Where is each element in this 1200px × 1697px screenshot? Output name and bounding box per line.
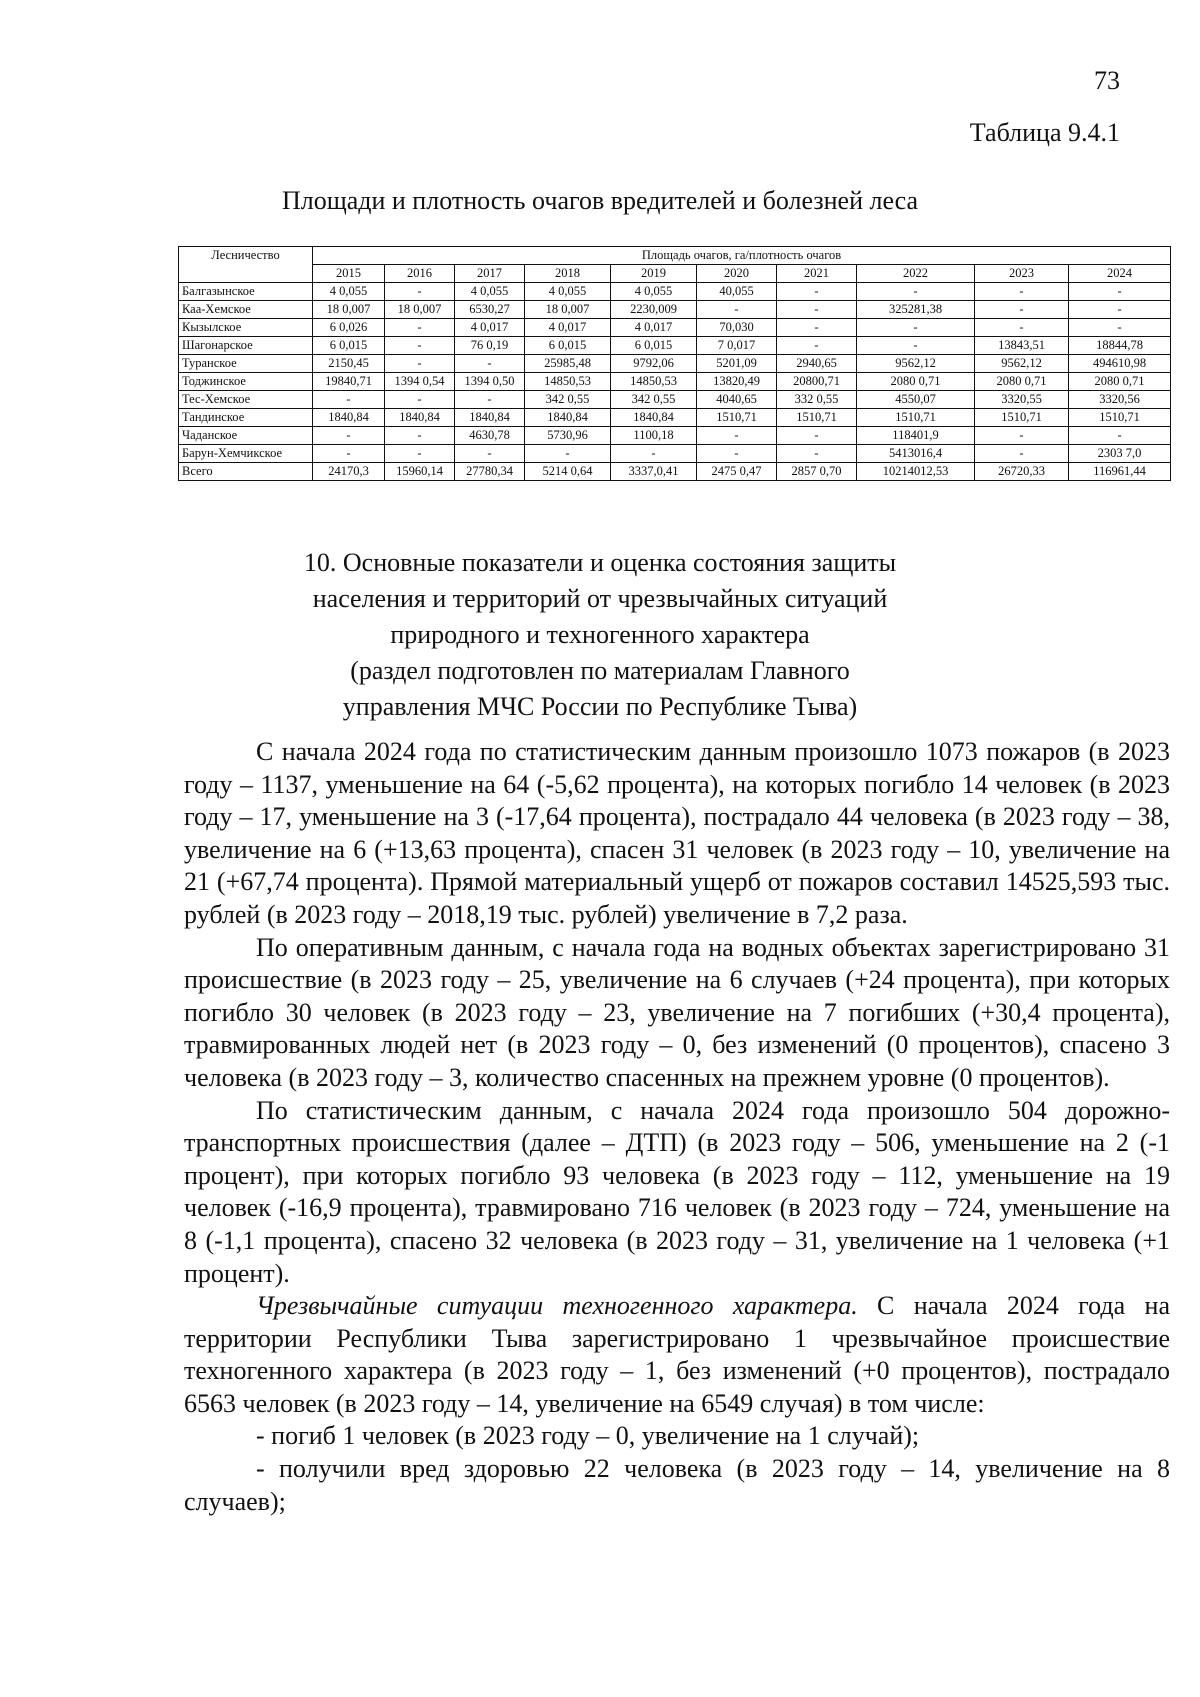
table-row (179, 409, 1171, 427)
table-cell: 9792,06 (611, 355, 697, 373)
table-cell: 27780,34 (455, 463, 525, 481)
section-heading-line: 10. Основные показатели и оценка состояния защиты (303, 548, 897, 577)
table-cell: 6530,27 (455, 301, 525, 319)
table-cell: 14850,53 (611, 373, 697, 391)
table-cell: 13843,51 (975, 337, 1069, 355)
table-cell: 325281,38 (857, 301, 975, 319)
forestry-name-cell: Балгазынское (179, 283, 313, 301)
page-number: 73 (1094, 66, 1120, 95)
year-header: 2022 (857, 265, 975, 283)
table-cell: 1840,84 (611, 409, 697, 427)
forestry-name-cell: Всего (179, 463, 313, 481)
table-cell: 13820,49 (697, 373, 777, 391)
table-cell: - (975, 319, 1069, 337)
table-label: Таблица 9.4.1 (969, 118, 1120, 147)
paragraph-road-accidents: По статистическим данным, с начала 2024 года произошло 504 дорожно-транспортных происшествия (далее – ДТП) (в 2023 году – 506, уменьшение на 2 (-1 процент), при которых погибло 93 человека (в 2023 году – 112, уменьшение на 19 человек (-16,9 процента), травмировано 716 человек (в 2023 году – 724, уменьшение на 8 (-1,1 процента), спасено 32 человека (в 2023 году – 31, увеличение на 1 человека (+1 процент). (184, 1095, 1170, 1288)
table-cell: - (1069, 301, 1171, 319)
forestry-column-header: Лесничество (179, 247, 313, 283)
year-header: 2021 (777, 265, 857, 283)
forestry-name-cell: Тандинское (179, 409, 313, 427)
table-cell: - (313, 391, 385, 409)
table-body (179, 283, 1171, 481)
table-cell: - (385, 337, 455, 355)
table-cell: - (455, 355, 525, 373)
table-row (179, 301, 1171, 319)
table-header-row-years (179, 265, 1171, 283)
table-cell: - (1069, 283, 1171, 301)
year-header: 2017 (455, 265, 525, 283)
table-cell: 9562,12 (857, 355, 975, 373)
table-cell: 4 0,055 (611, 283, 697, 301)
forestry-name-cell: Каа-Хемское (179, 301, 313, 319)
table-cell: 1840,84 (455, 409, 525, 427)
table-cell: 4 0,055 (313, 283, 385, 301)
table-cell: 3320,56 (1069, 391, 1171, 409)
table-cell: 4630,78 (455, 427, 525, 445)
table-cell: - (611, 445, 697, 463)
table-cell: 20800,71 (777, 373, 857, 391)
table-cell: 1840,84 (313, 409, 385, 427)
table-cell: - (975, 283, 1069, 301)
table-cell: 116961,44 (1069, 463, 1171, 481)
table-cell: - (385, 355, 455, 373)
table-cell: 18 0,007 (385, 301, 455, 319)
table-cell: 3320,55 (975, 391, 1069, 409)
table-cell: - (313, 427, 385, 445)
table-cell: 2940,65 (777, 355, 857, 373)
table-cell: - (857, 283, 975, 301)
table-cell: 5214 0,64 (525, 463, 611, 481)
table-cell: 4 0,017 (611, 319, 697, 337)
table-cell: - (975, 301, 1069, 319)
table-cell: 1510,71 (975, 409, 1069, 427)
table-cell: - (1069, 319, 1171, 337)
section-heading-line: населения и территорий от чрезвычайных ситуаций (312, 584, 888, 613)
forestry-name-cell: Кызылское (179, 319, 313, 337)
technogenic-heading: Чрезвычайные ситуации техногенного характера. (256, 1291, 858, 1321)
year-header: 2020 (697, 265, 777, 283)
table-row (179, 391, 1171, 409)
table-cell: - (385, 319, 455, 337)
table-cell: 3337,0,41 (611, 463, 697, 481)
technogenic-text: С начала 2024 года на территории Республики Тыва зарегистрировано 1 чрезвычайное происшествие техногенного характера (в 2023 году – 1, без изменений (+0 процентов), пострадало 6563 человек (в 2023 году – 14, увеличение на 6549 случая) в том числе: (184, 1291, 1170, 1418)
table-cell: - (313, 445, 385, 463)
area-density-group-header: Площадь очагов, га/плотность очагов (313, 247, 1171, 265)
table-cell: 1100,18 (611, 427, 697, 445)
table-cell: - (1069, 427, 1171, 445)
table-cell: - (525, 445, 611, 463)
table-cell: 494610,98 (1069, 355, 1171, 373)
table-cell: 1510,71 (777, 409, 857, 427)
table-cell: 25985,48 (525, 355, 611, 373)
table-cell: 18844,78 (1069, 337, 1171, 355)
forest-table-container (178, 246, 1170, 481)
table-cell: 4550,07 (857, 391, 975, 409)
forest-pests-table (178, 246, 1171, 481)
year-header: 2019 (611, 265, 697, 283)
table-cell: - (857, 319, 975, 337)
table-cell: 70,030 (697, 319, 777, 337)
table-row (179, 337, 1171, 355)
section-heading-line: (раздел подготовлен по материалам Главного (350, 656, 850, 685)
forestry-name-cell: Барун-Хемчикское (179, 445, 313, 463)
year-header: 2015 (313, 265, 385, 283)
section-heading-line: природного и техногенного характера (390, 620, 810, 649)
table-cell: 5413016,4 (857, 445, 975, 463)
table-cell: - (777, 319, 857, 337)
table-cell: 5201,09 (697, 355, 777, 373)
table-cell: - (385, 391, 455, 409)
year-header: 2023 (975, 265, 1069, 283)
table-cell: 6 0,026 (313, 319, 385, 337)
table-cell: 1510,71 (1069, 409, 1171, 427)
table-row (179, 355, 1171, 373)
section-heading-line: управления МЧС России по Республике Тыва) (342, 692, 858, 721)
table-cell: 2080 0,71 (975, 373, 1069, 391)
table-cell: 2857 0,70 (777, 463, 857, 481)
table-cell: 15960,14 (385, 463, 455, 481)
table-cell: - (385, 445, 455, 463)
table-cell: 26720,33 (975, 463, 1069, 481)
paragraph-water-incidents: По оперативным данным, с начала года на водных объектах зарегистрировано 31 происшествие (в 2023 году – 25, увеличение на 6 случаев (+24 процента), при которых погибло 30 человек (в 2023 году – 23, увеличение на 7 погибших (+30,4 процента), травмированных людей нет (в 2023 году – 0, без изменений (0 процентов), спасено 3 человека (в 2023 году – 3, количество спасенных на прежнем уровне (0 процентов). (184, 932, 1170, 1092)
table-cell: 7 0,017 (697, 337, 777, 355)
section-heading (0, 545, 1200, 725)
table-cell: 2230,009 (611, 301, 697, 319)
table-row (179, 427, 1171, 445)
table-cell: 40,055 (697, 283, 777, 301)
year-header: 2024 (1069, 265, 1171, 283)
table-cell: 2475 0,47 (697, 463, 777, 481)
table-cell: 2080 0,71 (857, 373, 975, 391)
table-cell: 2080 0,71 (1069, 373, 1171, 391)
table-cell: 342 0,55 (525, 391, 611, 409)
table-cell: 18 0,007 (525, 301, 611, 319)
table-row (179, 319, 1171, 337)
table-cell: - (455, 445, 525, 463)
table-cell: 24170,3 (313, 463, 385, 481)
table-cell: - (385, 427, 455, 445)
forestry-name-cell: Шагонарское (179, 337, 313, 355)
table-cell: 6 0,015 (313, 337, 385, 355)
table-cell: 1394 0,54 (385, 373, 455, 391)
forestry-name-cell: Тоджинское (179, 373, 313, 391)
table-cell: - (857, 337, 975, 355)
table-cell: - (697, 301, 777, 319)
table-cell: 2150,45 (313, 355, 385, 373)
table-cell: - (777, 337, 857, 355)
table-title: Площади и плотность очагов вредителей и болезней леса (281, 186, 919, 215)
table-cell: 4040,65 (697, 391, 777, 409)
table-cell: 1840,84 (385, 409, 455, 427)
list-item-killed: - погиб 1 человек (в 2023 году – 0, увеличение на 1 случай); (256, 1421, 920, 1451)
table-cell: - (777, 445, 857, 463)
table-cell: - (455, 391, 525, 409)
table-cell: - (697, 427, 777, 445)
table-cell: 76 0,19 (455, 337, 525, 355)
table-cell: 2303 7,0 (1069, 445, 1171, 463)
body-text (184, 736, 1170, 1518)
table-cell: 1394 0,50 (455, 373, 525, 391)
table-cell: 1510,71 (857, 409, 975, 427)
forestry-name-cell: Туранское (179, 355, 313, 373)
table-cell: 332 0,55 (777, 391, 857, 409)
table-cell: 1510,71 (697, 409, 777, 427)
table-cell: 18 0,007 (313, 301, 385, 319)
year-header: 2016 (385, 265, 455, 283)
table-header-row-1 (179, 247, 1171, 265)
table-cell: - (385, 283, 455, 301)
table-row (179, 463, 1171, 481)
table-cell: - (697, 445, 777, 463)
table-cell: 4 0,055 (455, 283, 525, 301)
table-row (179, 283, 1171, 301)
table-cell: 118401,9 (857, 427, 975, 445)
table-cell: - (777, 301, 857, 319)
table-cell: 5730,96 (525, 427, 611, 445)
list-item-injured: - получили вред здоровью 22 человека (в 2023 году – 14, увеличение на 8 случаев); (184, 1454, 1170, 1516)
table-cell: 4 0,017 (455, 319, 525, 337)
table-cell: 4 0,017 (525, 319, 611, 337)
paragraph-technogenic (184, 1290, 1170, 1420)
table-cell: 4 0,055 (525, 283, 611, 301)
table-row (179, 373, 1171, 391)
forestry-name-cell: Тес-Хемское (179, 391, 313, 409)
table-cell: 1840,84 (525, 409, 611, 427)
table-cell: 14850,53 (525, 373, 611, 391)
paragraph-fires: С начала 2024 года по статистическим данным произошло 1073 пожаров (в 2023 году – 1137, уменьшение на 64 (-5,62 процента), на которых погибло 14 человек (в 2023 году – 17, уменьшение на 3 (-17,64 процента), пострадало 44 человека (в 2023 году – 38, увеличение на 6 (+13,63 процента), спасен 31 человек (в 2023 году – 10, увеличение на 21 (+67,74 процента). Прямой материальный ущерб от пожаров составил 14525,593 тыс. рублей (в 2023 году – 2018,19 тыс. рублей) увеличение в 7,2 раза. (184, 737, 1170, 929)
table-cell: 342 0,55 (611, 391, 697, 409)
table-cell: - (975, 427, 1069, 445)
table-cell: 6 0,015 (611, 337, 697, 355)
table-cell: 6 0,015 (525, 337, 611, 355)
table-cell: - (975, 445, 1069, 463)
table-cell: 10214012,53 (857, 463, 975, 481)
table-cell: - (777, 283, 857, 301)
table-cell: 9562,12 (975, 355, 1069, 373)
table-cell: - (777, 427, 857, 445)
table-row (179, 445, 1171, 463)
table-cell: 19840,71 (313, 373, 385, 391)
year-header: 2018 (525, 265, 611, 283)
forestry-name-cell: Чаданское (179, 427, 313, 445)
